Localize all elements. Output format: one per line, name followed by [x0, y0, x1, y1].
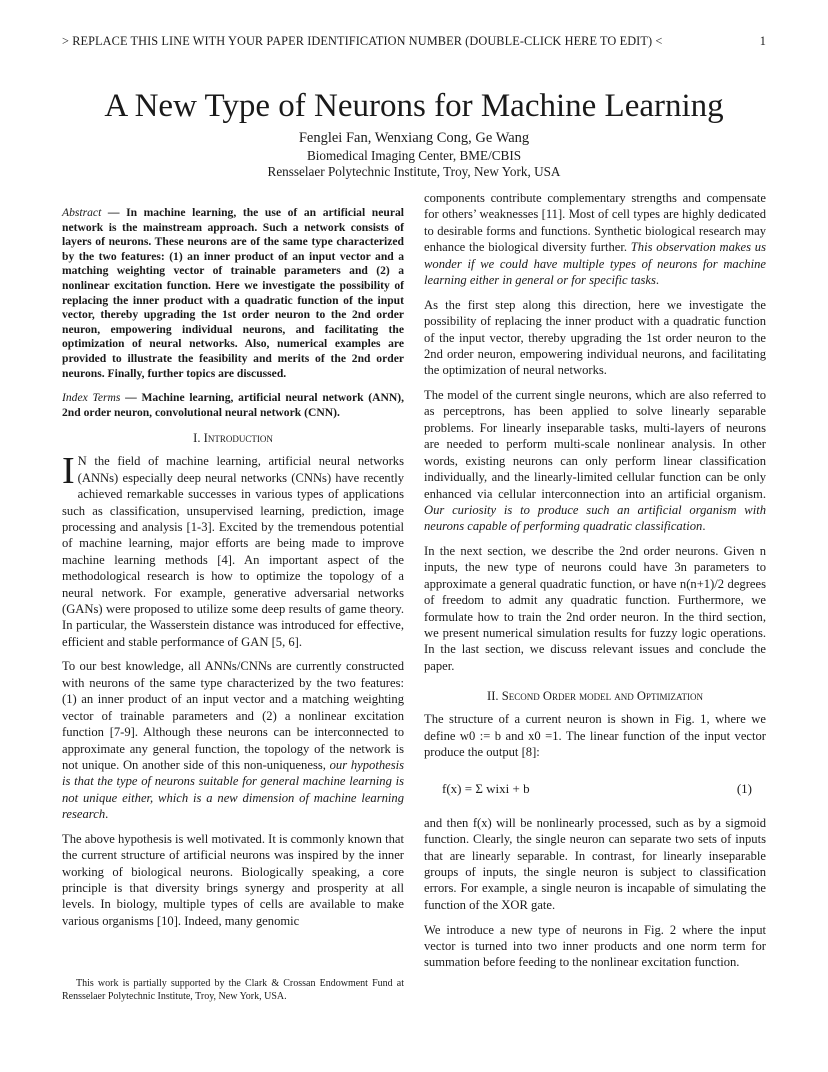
footnote-rule	[62, 972, 132, 973]
intro-paragraph-4-end: .	[655, 273, 660, 288]
abstract	[62, 206, 404, 381]
intro-paragraph-6	[424, 387, 766, 535]
drop-cap: I	[62, 450, 75, 493]
section-2-paragraph-1: The structure of a current neuron is shown in Fig. 1, where we define w0 := b and x0 =1. The linear function of the input vector produce the output [8]:	[424, 712, 766, 760]
section-2-heading: II. Second Order model and Optimization	[487, 689, 703, 704]
intro-paragraph-1	[62, 450, 404, 650]
intro-paragraph-2	[62, 658, 404, 822]
footnote: This work is partially supported by the Clark & Crossan Endowment Fund at Rensselaer Polytechnic Institute, Troy, New York, USA.	[62, 978, 404, 1002]
index-terms-text: — Machine learning, artificial neural network (ANN), 2nd order neuron, convolutional neural network (CNN).	[62, 391, 404, 419]
page-number: 1	[759, 34, 766, 48]
abstract-text: — In machine learning, the use of an artificial neural network is the mainstream approach. Such a network consists of layers of neurons. These neurons are of the same type characterized by the two features: (1) an inner product of an input vector and a matching weighting vector of trainable parameters and (2) a nonlinear excitation function. Here we investigate the possibility of replacing the inner product with a quadratic function of the input vector, thereby upgrading the 1st order neuron to the 2nd order neuron, empowering individual neurons, and facilitating the optimization of neural networks. Also, numerical examples are provided to illustrate the feasibility and merits of the 2nd order neurons. Finally, further topics are discussed.	[62, 206, 404, 380]
affiliation-line-2: Rensselaer Polytechnic Institute, Troy, New York, USA	[267, 164, 561, 179]
equation-1-body: f(x) = Σ wixi + b	[442, 780, 530, 796]
paper-title: A New Type of Neurons for Machine Learning	[104, 88, 724, 124]
section-2-paragraph-3: We introduce a new type of neurons in Fig. 2 where the input vector is turned into two inner products and one norm term for summation before feeding to the nonlinear excitation function.	[424, 922, 766, 970]
intro-paragraph-3: The above hypothesis is well motivated. It is commonly known that the current structure of artificial neurons was inspired by the inner working of biological neurons. Biologically speaking, a core principle is that diversity brings synergy and prosperity at all levels. In biology, multiple types of cells are available to make various organisms [10]. Indeed, many genomic	[62, 831, 404, 928]
affiliation-line-1: Biomedical Imaging Center, BME/CBIS	[306, 148, 522, 163]
intro-paragraph-6-text: The model of the current single neurons, which are also referred to as perceptrons, has been applied to solve linearly separable problems. For linearly inseparable tasks, multi-layers of neurons are needed to perform multi-scale nonlinear analysis. In other words, existing neurons can only perform linear classification individually, and the linearly-limited cellular function can be only enhanced via cellular interconnection into an artificial organism.	[424, 388, 766, 501]
abstract-label: Abstract	[62, 206, 102, 219]
right-column	[424, 190, 766, 979]
intro-paragraph-4	[424, 190, 766, 288]
intro-paragraph-7: In the next section, we describe the 2nd order neurons. Given n inputs, the new type of neurons could have 3n parameters to approximate a general quadratic function, or have n(n+1)/2 degrees of freedom to admit any quadratic function. Furthermore, we formulate how to train the 2nd order neuron. In the third section, we present numerical simulation results for fuzzy logic operations. In the last section, we discuss relevant issues and conclude the paper.	[424, 544, 766, 673]
equation-1	[424, 769, 766, 809]
intro-paragraph-2-end: .	[105, 807, 109, 822]
header-text: > REPLACE THIS LINE WITH YOUR PAPER IDENTIFICATION NUMBER (DOUBLE-CLICK HERE TO EDIT) <	[62, 34, 663, 48]
intro-paragraph-2-text: To our best knowledge, all ANNs/CNNs are currently constructed with neurons of the same type characterized by the two features: (1) an inner product of an input vector and a matching weighting vector of trainable parameters and (2) a nonlinear excitation function [7-9]. Although these neurons can be interconnected to approximate any general function, the topology of the network is not unique. On another side of this non-uniqueness,	[62, 659, 404, 772]
intro-paragraph-1-text: N the field of machine learning, artificial neural networks (ANNs) especially deep neural networks (CNNs) have recently achieved remarkable successes in various types of applications such as classification, unsupervised learning, prediction, image processing and analysis [1-3]. Excited by the tremendous potential of machine learning, major efforts are being made to improve machine learning methods [4]. An important aspect of the methodological research is how to optimize the topology of a neural network. For example, generative adversarial networks (GANs) were proposed to utilize some deep results of game theory. In particular, the Wasserstein distance was introduced for effective, efficient and stable performance of GAN [5, 6].	[62, 454, 404, 649]
index-terms	[62, 391, 404, 420]
intro-paragraph-6-end: .	[702, 519, 706, 534]
left-column	[62, 206, 404, 938]
curiosity-emphasis: Our curiosity is to produce such an artificial organism with neurons capable of performing quadratic classification	[424, 502, 766, 534]
running-header	[62, 33, 766, 49]
intro-paragraph-4-text: components contribute complementary strengths and compensate for others’ weaknesses [11]. Most of cell types are highly dedicated to desirable forms and functions. Synthetic biological research may enhance the biological diversity further.	[424, 191, 766, 255]
observation-emphasis: This observation makes us wonder if we could have multiple types of neurons for machine learning either in general or for specific tasks	[424, 240, 767, 288]
section-2-paragraph-2: and then f(x) will be nonlinearly processed, such as by a sigmoid function. Clearly, the single neuron can separate two sets of inputs that are linearly separable. In contrast, for linearly inseparable groups of inputs, the single neuron is subject to classification errors. For example, a single neuron is incapable of simulating the function of the XOR gate.	[424, 815, 766, 912]
equation-1-number: (1)	[736, 780, 752, 796]
author-list: Fenglei Fan, Wenxiang Cong, Ge Wang	[298, 130, 530, 146]
index-terms-label: Index Terms	[62, 391, 121, 405]
intro-paragraph-5: As the first step along this direction, here we investigate the possibility of replacing the inner product with a quadratic function of the input vector, thereby upgrading the 1st order neuron to the 2nd order neuron, empowering individual neurons, and facilitating the optimization of neural networks.	[424, 297, 766, 378]
hypothesis-emphasis: our hypothesis is that the type of neurons suitable for general machine learning is not unique either, which is a new dimension of machine learning research	[62, 757, 405, 822]
section-1-heading: I. Introduction	[193, 431, 273, 446]
